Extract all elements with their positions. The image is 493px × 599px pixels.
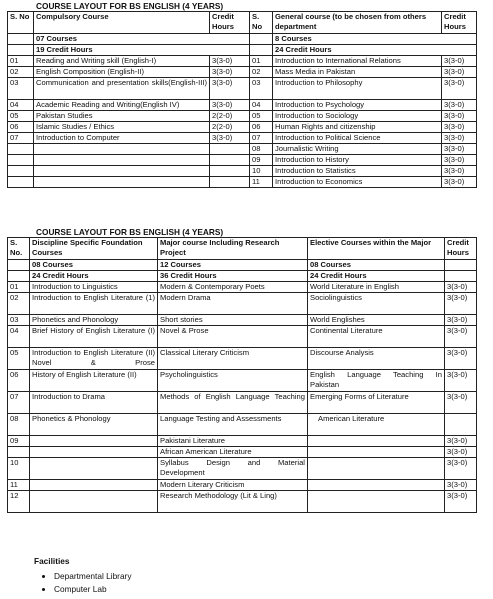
- facilities-section: [34, 556, 131, 596]
- credit-hours: [210, 144, 250, 155]
- compulsory-course-name: Pakistan Studies: [34, 111, 210, 122]
- serial-number: 02: [8, 67, 34, 78]
- serial-number: 07: [8, 133, 34, 144]
- credit-hours-header: Credit Hours: [210, 12, 250, 34]
- compulsory-course-name: Introduction to Computer: [34, 133, 210, 144]
- serial-number: 07: [8, 392, 30, 414]
- compulsory-course-name: Islamic Studies / Ethics: [34, 122, 210, 133]
- table-row: [8, 100, 477, 111]
- serial-number: 06: [8, 370, 30, 392]
- elective-course-name: World Literature in English: [308, 282, 445, 293]
- course-table-1: [7, 11, 477, 188]
- table-row: [8, 293, 477, 315]
- empty-cell: [445, 271, 477, 282]
- foundation-course-name: History of English Literature (II): [30, 370, 158, 392]
- table-row: [8, 56, 477, 67]
- empty-cell: [8, 260, 30, 271]
- elective-course-name: [308, 491, 445, 513]
- table1-header-row: [8, 12, 477, 34]
- table-row: [8, 144, 477, 155]
- serial-number: 01: [8, 56, 34, 67]
- course-count-summary: 24 Credit Hours: [308, 271, 445, 282]
- major-course-name: Syllabus Design and Material Development: [158, 458, 308, 480]
- table-row: [8, 78, 477, 100]
- facility-item: • Computer Lab: [54, 583, 131, 596]
- elective-course-name: [308, 447, 445, 458]
- serial-number: 05: [8, 348, 30, 370]
- compulsory-course-name: Reading and Writing skill (English-I): [34, 56, 210, 67]
- sno-header: S. No: [250, 12, 273, 34]
- credit-hours: 3(3-0): [445, 326, 477, 348]
- heading-table1: COURSE LAYOUT FOR BS ENGLISH (4 YEARS): [36, 1, 224, 11]
- major-course-name: Language Testing and Assessments: [158, 414, 308, 436]
- foundation-course-name: Introduction to English Literature (1): [30, 293, 158, 315]
- serial-number: 02: [250, 67, 273, 78]
- credit-hours: 3(3-0): [210, 100, 250, 111]
- heading-table2: COURSE LAYOUT FOR BS ENGLISH (4 YEARS): [36, 227, 224, 237]
- serial-number: 02: [8, 293, 30, 315]
- elective-course-name: Discourse Analysis: [308, 348, 445, 370]
- table1-summary-row: [8, 34, 477, 45]
- table-row: [8, 370, 477, 392]
- serial-number: 09: [250, 155, 273, 166]
- sno-header: S. No.: [8, 238, 30, 260]
- serial-number: 03: [8, 78, 34, 100]
- empty-cell: [445, 260, 477, 271]
- foundation-course-name: [30, 491, 158, 513]
- major-course-name: Classical Literary Criticism: [158, 348, 308, 370]
- table-row: [8, 491, 477, 513]
- serial-number: 04: [8, 100, 34, 111]
- credit-hours: 3(3-0): [210, 67, 250, 78]
- serial-number: 03: [8, 315, 30, 326]
- credit-hours: [210, 166, 250, 177]
- table2-header-row: [8, 238, 477, 260]
- credit-hours: 3(3-0): [442, 133, 477, 144]
- compulsory-course-name: [34, 166, 210, 177]
- credit-hours: 3(3-0): [442, 100, 477, 111]
- discipline-header: Discipline Specific Foundation Courses: [30, 238, 158, 260]
- general-course-name: Introduction to Statistics: [273, 166, 442, 177]
- compulsory-course-name: [34, 144, 210, 155]
- credit-hours: 3(3-0): [445, 447, 477, 458]
- foundation-course-name: Phonetics & Phonology: [30, 414, 158, 436]
- serial-number: 05: [8, 111, 34, 122]
- serial-number: [8, 447, 30, 458]
- credit-hours: 2(2-0): [210, 122, 250, 133]
- foundation-course-name: Brief History of English Literature (I): [30, 326, 158, 348]
- credit-hours: 3(3-0): [442, 78, 477, 100]
- course-count-summary: 8 Courses: [273, 34, 477, 45]
- foundation-course-name: Introduction to Drama: [30, 392, 158, 414]
- general-course-header: General course (to be chosen from others department: [273, 12, 442, 34]
- major-course-name: Novel & Prose: [158, 326, 308, 348]
- table-row: [8, 315, 477, 326]
- credit-hours: 3(3-0): [442, 67, 477, 78]
- credit-hours: 3(3-0): [210, 78, 250, 100]
- compulsory-course-name: [34, 155, 210, 166]
- table-row: [8, 133, 477, 144]
- credit-hours: 3(3-0): [442, 177, 477, 188]
- foundation-course-name: Phonetics and Phonology: [30, 315, 158, 326]
- course-table-2: [7, 237, 477, 513]
- serial-number: [8, 144, 34, 155]
- serial-number: 06: [250, 122, 273, 133]
- general-course-name: Introduction to International Relations: [273, 56, 442, 67]
- facility-item: • Departmental Library: [54, 570, 131, 583]
- credit-hours: 3(3-0): [442, 122, 477, 133]
- major-course-name: Modern & Contemporary Poets: [158, 282, 308, 293]
- credit-hours: 3(3-0): [442, 166, 477, 177]
- course-count-summary: 24 Credit Hours: [273, 45, 477, 56]
- credit-hours: 3(3-0): [445, 282, 477, 293]
- serial-number: [8, 177, 34, 188]
- foundation-course-name: [30, 436, 158, 447]
- sno-header: S. No: [8, 12, 34, 34]
- elective-course-name: American Literature: [308, 414, 445, 436]
- empty-cell: [250, 34, 273, 45]
- elective-course-name: [308, 458, 445, 480]
- general-course-name: Mass Media in Pakistan: [273, 67, 442, 78]
- serial-number: 07: [250, 133, 273, 144]
- credit-hours: 3(3-0): [445, 480, 477, 491]
- elective-course-name: Continental Literature: [308, 326, 445, 348]
- table-row: [8, 111, 477, 122]
- major-course-name: Methods of English Language Teaching: [158, 392, 308, 414]
- table2-summary-row: [8, 271, 477, 282]
- credit-hours: [445, 414, 477, 436]
- table-row: [8, 67, 477, 78]
- serial-number: 01: [8, 282, 30, 293]
- elective-course-header: Elective Courses within the Major: [308, 238, 445, 260]
- empty-cell: [250, 45, 273, 56]
- serial-number: 11: [8, 480, 30, 491]
- serial-number: 04: [8, 326, 30, 348]
- major-course-header: Major course Including Research Project: [158, 238, 308, 260]
- compulsory-course-name: English Composition (English-II): [34, 67, 210, 78]
- credit-hours: 3(3-0): [442, 144, 477, 155]
- general-course-name: Introduction to Political Science: [273, 133, 442, 144]
- foundation-course-name: [30, 447, 158, 458]
- major-course-name: Modern Drama: [158, 293, 308, 315]
- elective-course-name: English Language Teaching In Pakistan: [308, 370, 445, 392]
- empty-cell: [8, 271, 30, 282]
- serial-number: 03: [250, 78, 273, 100]
- foundation-course-name: Introduction to English Literature (II) Novel & Prose: [30, 348, 158, 370]
- credit-hours-header: Credit Hours: [445, 238, 477, 260]
- credit-hours: 3(3-0): [445, 392, 477, 414]
- credit-hours: 3(3-0): [445, 458, 477, 480]
- facilities-title: Facilities: [34, 556, 70, 566]
- credit-hours: 3(3-0): [210, 133, 250, 144]
- course-table-2-body: [8, 238, 477, 513]
- major-course-name: Pakistani Literature: [158, 436, 308, 447]
- credit-hours: 3(3-0): [445, 315, 477, 326]
- table-row: [8, 348, 477, 370]
- course-count-summary: 07 Courses: [34, 34, 250, 45]
- serial-number: 10: [250, 166, 273, 177]
- table-row: [8, 282, 477, 293]
- serial-number: [8, 155, 34, 166]
- credit-hours: 3(3-0): [445, 370, 477, 392]
- major-course-name: African American Literature: [158, 447, 308, 458]
- credit-hours: 2(2-0): [210, 111, 250, 122]
- compulsory-course-name: [34, 177, 210, 188]
- credit-hours: [210, 155, 250, 166]
- serial-number: 10: [8, 458, 30, 480]
- serial-number: [8, 166, 34, 177]
- credit-hours: 3(3-0): [442, 111, 477, 122]
- table-row: [8, 177, 477, 188]
- table-row: [8, 447, 477, 458]
- elective-course-name: World Englishes: [308, 315, 445, 326]
- course-table-1-body: [8, 12, 477, 188]
- general-course-name: Introduction to History: [273, 155, 442, 166]
- serial-number: 01: [250, 56, 273, 67]
- major-course-name: Psycholinguistics: [158, 370, 308, 392]
- table-row: [8, 155, 477, 166]
- serial-number: 09: [8, 436, 30, 447]
- serial-number: 06: [8, 122, 34, 133]
- elective-course-name: Emerging Forms of Literature: [308, 392, 445, 414]
- credit-hours: 3(3-0): [442, 56, 477, 67]
- course-count-summary: 36 Credit Hours: [158, 271, 308, 282]
- credit-hours: 3(3-0): [442, 155, 477, 166]
- credit-hours: 3(3-0): [445, 293, 477, 315]
- serial-number: 08: [250, 144, 273, 155]
- elective-course-name: Sociolinguistics: [308, 293, 445, 315]
- major-course-name: Research Methodology (Lit & Ling): [158, 491, 308, 513]
- foundation-course-name: [30, 458, 158, 480]
- serial-number: 05: [250, 111, 273, 122]
- table-row: [8, 480, 477, 491]
- course-count-summary: 24 Credit Hours: [30, 271, 158, 282]
- course-count-summary: 12 Courses: [158, 260, 308, 271]
- foundation-course-name: [30, 480, 158, 491]
- major-course-name: Modern Literary Criticism: [158, 480, 308, 491]
- general-course-name: Introduction to Economics: [273, 177, 442, 188]
- empty-cell: [8, 34, 34, 45]
- compulsory-course-name: Communication and presentation skills(English-III): [34, 78, 210, 100]
- serial-number: 04: [250, 100, 273, 111]
- general-course-name: Human Rights and citizenship: [273, 122, 442, 133]
- table1-summary-row: [8, 45, 477, 56]
- course-count-summary: 08 Courses: [30, 260, 158, 271]
- credit-hours: 3(3-0): [445, 348, 477, 370]
- major-course-name: Short stories: [158, 315, 308, 326]
- table-row: [8, 326, 477, 348]
- general-course-name: Introduction to Sociology: [273, 111, 442, 122]
- general-course-name: Journalistic Writing: [273, 144, 442, 155]
- general-course-name: Introduction to Psychology: [273, 100, 442, 111]
- credit-hours: 3(3-0): [445, 436, 477, 447]
- table-row: [8, 458, 477, 480]
- credit-hours: 3(3-0): [445, 491, 477, 513]
- course-count-summary: 08 Courses: [308, 260, 445, 271]
- compulsory-course-name: Academic Reading and Writing(English IV): [34, 100, 210, 111]
- table-row: [8, 436, 477, 447]
- foundation-course-name: Introduction to Linguistics: [30, 282, 158, 293]
- table2-summary-row: [8, 260, 477, 271]
- serial-number: 11: [250, 177, 273, 188]
- credit-hours: [210, 177, 250, 188]
- credit-hours: 3(3-0): [210, 56, 250, 67]
- facilities-list: [34, 570, 131, 596]
- table-row: [8, 414, 477, 436]
- table-row: [8, 166, 477, 177]
- course-count-summary: 19 Credit Hours: [34, 45, 250, 56]
- serial-number: 08: [8, 414, 30, 436]
- empty-cell: [8, 45, 34, 56]
- credit-hours-header: Credit Hours: [442, 12, 477, 34]
- table-row: [8, 392, 477, 414]
- general-course-name: Introduction to Philosophy: [273, 78, 442, 100]
- serial-number: 12: [8, 491, 30, 513]
- table-row: [8, 122, 477, 133]
- compulsory-course-header: Compulsory Course: [34, 12, 210, 34]
- elective-course-name: [308, 436, 445, 447]
- elective-course-name: [308, 480, 445, 491]
